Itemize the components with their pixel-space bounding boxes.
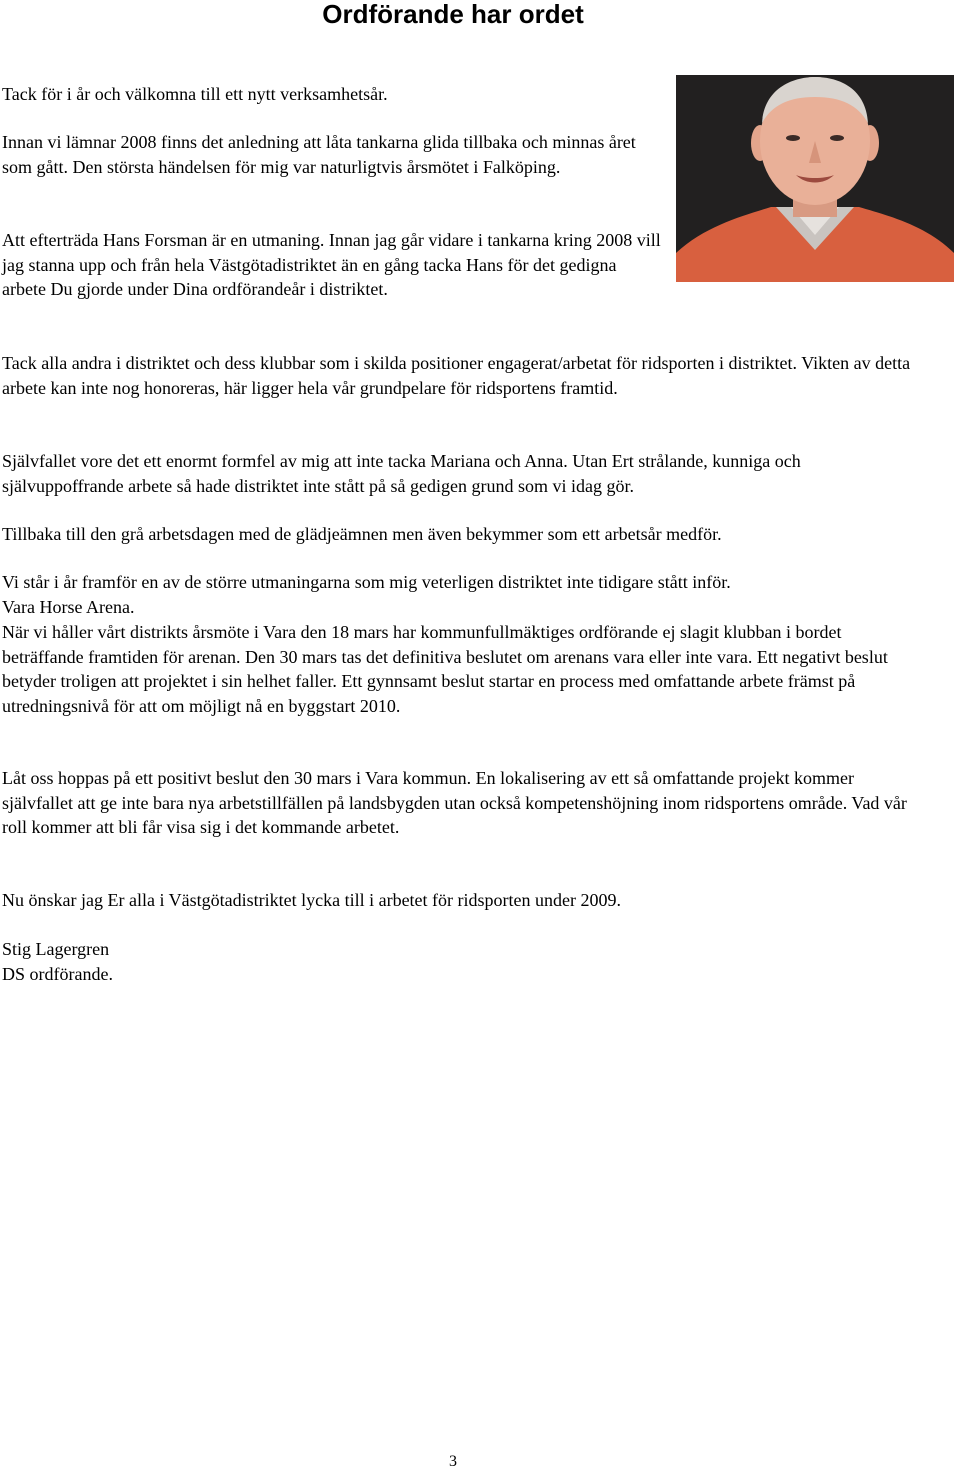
portrait-photo: [676, 75, 954, 282]
page-title: Ordförande har ordet: [322, 0, 584, 29]
paragraph-vara-horse-arena: Vara Horse Arena.: [2, 597, 135, 617]
paragraph-2008-reflection: Innan vi lämnar 2008 finns det anledning att låta tankarna glida tillbaka och minnas året som gått. Den största händelsen för mig var naturligtvis årsmötet i Falköping.: [2, 132, 636, 177]
portrait-icon: [676, 75, 954, 282]
page-number: 3: [449, 1453, 457, 1470]
paragraph-welcome: Tack för i år och välkomna till ett nytt verksamhetsår.: [2, 84, 388, 104]
paragraph-challenge: Vi står i år framför en av de större utmaningarna som mig veterligen distriktet inte tidigare stått inför.: [2, 572, 731, 592]
paragraph-positive-decision: Låt oss hoppas på ett positivt beslut den 30 mars i Vara kommun. En lokalisering av ett så omfattande projekt kommer självfallet att ge inte bara nya arbetstillfällen på landsbygden utan också kompetenshöjning inom ridsportens område. Vad vår roll kommer att bli får visa sig i det kommande arbetet.: [2, 768, 907, 838]
paragraph-work-day: Tillbaka till den grå arbetsdagen med de glädjeämnen men även bekymmer som ett arbetsår medför.: [2, 524, 722, 544]
signature-name: Stig Lagergren: [2, 939, 110, 959]
paragraph-thanks-district: Tack alla andra i distriktet och dess klubbar som i skilda positioner engagerat/arbetat för ridsporten i distriktet. Vikten av detta arbete kan inte nog honoreras, här ligger hela vår grundpelare för ridsportens framtid.: [2, 353, 911, 398]
signature-role: DS ordförande.: [2, 964, 113, 984]
paragraph-arena-decision: När vi håller vårt distrikts årsmöte i Vara den 18 mars har kommunfullmäktiges ordförande ej slagit klubban i bordet beträffande framtiden för arenan. Den 30 mars tas det definitiva beslutet om arenans vara eller inte vara. Ett negativt beslut betyder troligen att projektet i sin helhet faller. Ett gynnsamt beslut startar en process med omfattande arbete främst på utredningsnivå för att om möjligt nå en byggstart 2010.: [2, 622, 888, 716]
paragraph-good-luck: Nu önskar jag Er alla i Västgötadistriktet lycka till i arbetet för ridsporten under 2009.: [2, 890, 622, 910]
paragraph-hans-forsman: Att efterträda Hans Forsman är en utmaning. Innan jag går vidare i tankarna kring 2008 vill jag stanna upp och från hela Västgötadistriktet än en gång tacka Hans för det gedigna arbete Du gjorde under Dina ordförandeår i distriktet.: [2, 230, 661, 300]
paragraph-thanks-mariana-anna: Självfallet vore det ett enormt formfel av mig att inte tacka Mariana och Anna. Utan Ert strålande, kunniga och självuppoffrande arbete så hade distriktet inte stått på så gedigen grund som vi idag gör.: [2, 451, 801, 496]
